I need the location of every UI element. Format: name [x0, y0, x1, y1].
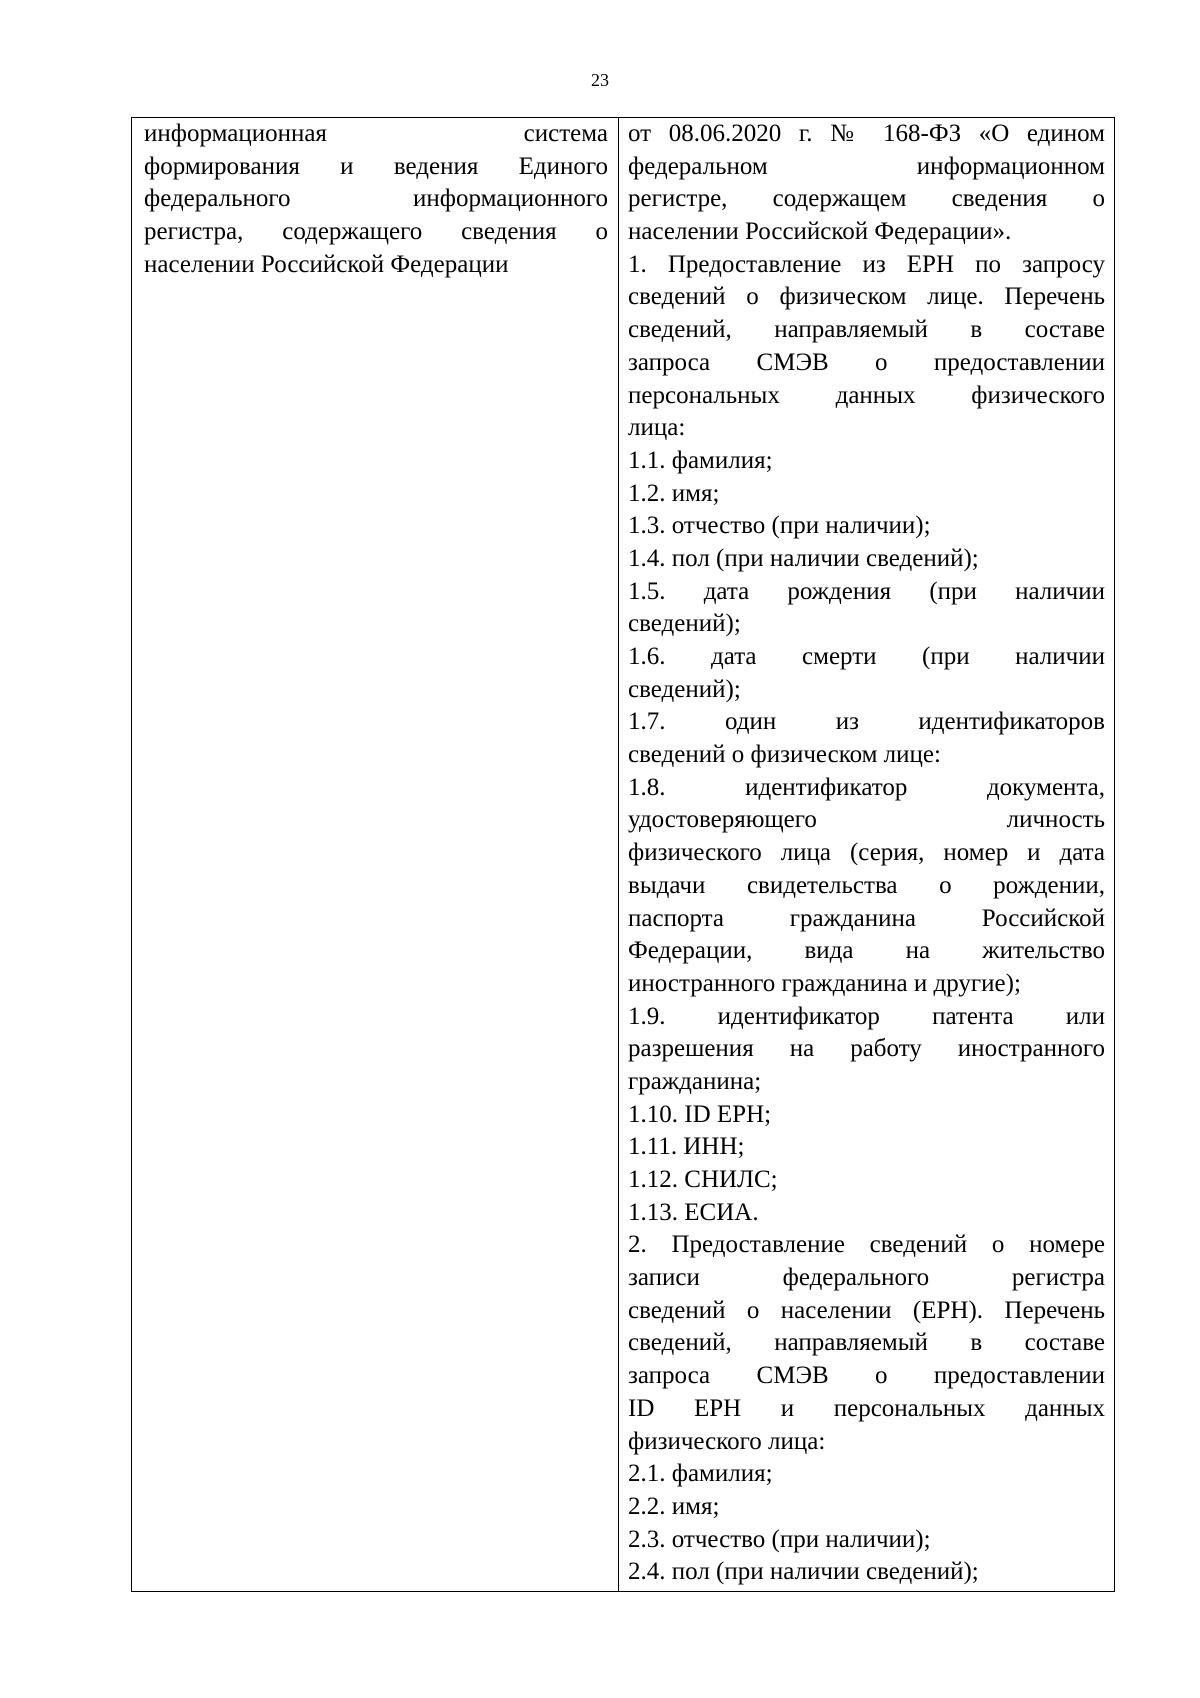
- right-cell-line: сведений);: [628, 610, 741, 638]
- right-cell-line: населении Российской Федерации».: [628, 218, 1012, 246]
- right-cell-line: сведений, направляемый в составе: [628, 1329, 1105, 1357]
- right-cell-line: паспорта гражданина Российской: [628, 904, 1105, 932]
- right-cell-line: физического лица (серия, номер и дата: [628, 839, 1105, 867]
- right-cell-line: 2.2. имя;: [628, 1492, 720, 1520]
- right-cell-line: 2.4. пол (при наличии сведений);: [628, 1558, 979, 1586]
- right-cell-line: сведений);: [628, 675, 741, 703]
- left-cell-line: информационная система: [144, 120, 609, 147]
- right-cell-line: 1.11. ИНН;: [628, 1133, 745, 1161]
- left-cell-line: регистра, содержащего сведения о: [144, 218, 609, 246]
- left-cell-line: формирования и ведения Единого: [144, 152, 609, 180]
- right-cell-line: федеральном информационном: [628, 152, 1105, 180]
- right-cell-line: запроса СМЭВ о предоставлении: [628, 1362, 1105, 1390]
- right-cell-line: 1.10. ID ЕРН;: [628, 1100, 772, 1128]
- right-cell-line: 1.3. отчество (при наличии);: [628, 512, 931, 540]
- right-cell-line: 1.5. дата рождения (при наличии: [628, 577, 1105, 605]
- right-cell-line: 1.6. дата смерти (при наличии: [628, 643, 1105, 670]
- right-cell-line: 1.9. идентификатор патента или: [628, 1002, 1105, 1030]
- right-cell-line: персональных данных физического: [628, 381, 1105, 409]
- right-cell-line: 1.4. пол (при наличии сведений);: [628, 544, 979, 572]
- right-cell-line: 1. Предоставление из ЕРН по запросу: [628, 250, 1105, 278]
- right-cell-line: физического лица:: [628, 1427, 826, 1455]
- right-cell-line: 1.2. имя;: [628, 479, 720, 507]
- right-cell-line: запроса СМЭВ о предоставлении: [628, 348, 1105, 376]
- right-cell-line: сведений о физическом лице. Перечень: [628, 283, 1105, 311]
- table-cell-system-name: [132, 118, 619, 1591]
- right-cell-line: ID ЕРН и персональных данных: [628, 1394, 1105, 1422]
- right-cell-line: записи федерального регистра: [628, 1264, 1105, 1292]
- right-cell-line: лица:: [628, 414, 686, 442]
- right-cell-line: 1.13. ЕСИА.: [628, 1198, 759, 1226]
- right-cell-line: разрешения на работу иностранного: [628, 1035, 1105, 1063]
- left-cell-line: федерального информационного: [144, 185, 609, 213]
- page-number: 23: [591, 70, 609, 90]
- right-cell-line: иностранного гражданина и другие);: [628, 969, 1021, 997]
- right-cell-line: удостоверяющего личность: [628, 806, 1105, 834]
- right-cell-line: 1.12. СНИЛС;: [628, 1166, 778, 1193]
- right-cell-line: 2.1. фамилия;: [628, 1460, 773, 1488]
- left-cell-line: населении Российской Федерации: [144, 250, 509, 278]
- right-cell-line: выдачи свидетельства о рождении,: [628, 871, 1105, 899]
- right-cell-line: 2.3. отчество (при наличии);: [628, 1525, 931, 1553]
- right-cell-line: гражданина;: [628, 1067, 762, 1095]
- right-cell-line: сведений, направляемый в составе: [628, 316, 1105, 344]
- right-cell-line: Федерации, вида на жительство: [628, 937, 1105, 965]
- document-table: [131, 117, 1115, 1592]
- right-cell-line: 1.1. фамилия;: [628, 446, 773, 474]
- right-cell-line: от 08.06.2020 г. № 168-ФЗ «О едином: [628, 120, 1105, 147]
- right-cell-line: сведений о населении (ЕРН). Перечень: [628, 1296, 1105, 1324]
- right-cell-line: 1.8. идентификатор документа,: [628, 773, 1105, 801]
- table-cell-details: [619, 118, 1114, 1591]
- right-cell-line: 1.7. один из идентификаторов: [628, 708, 1105, 736]
- right-cell-line: регистре, содержащем сведения о: [628, 185, 1105, 213]
- right-cell-line: сведений о физическом лице:: [628, 741, 941, 769]
- right-cell-line: 2. Предоставление сведений о номере: [628, 1231, 1105, 1259]
